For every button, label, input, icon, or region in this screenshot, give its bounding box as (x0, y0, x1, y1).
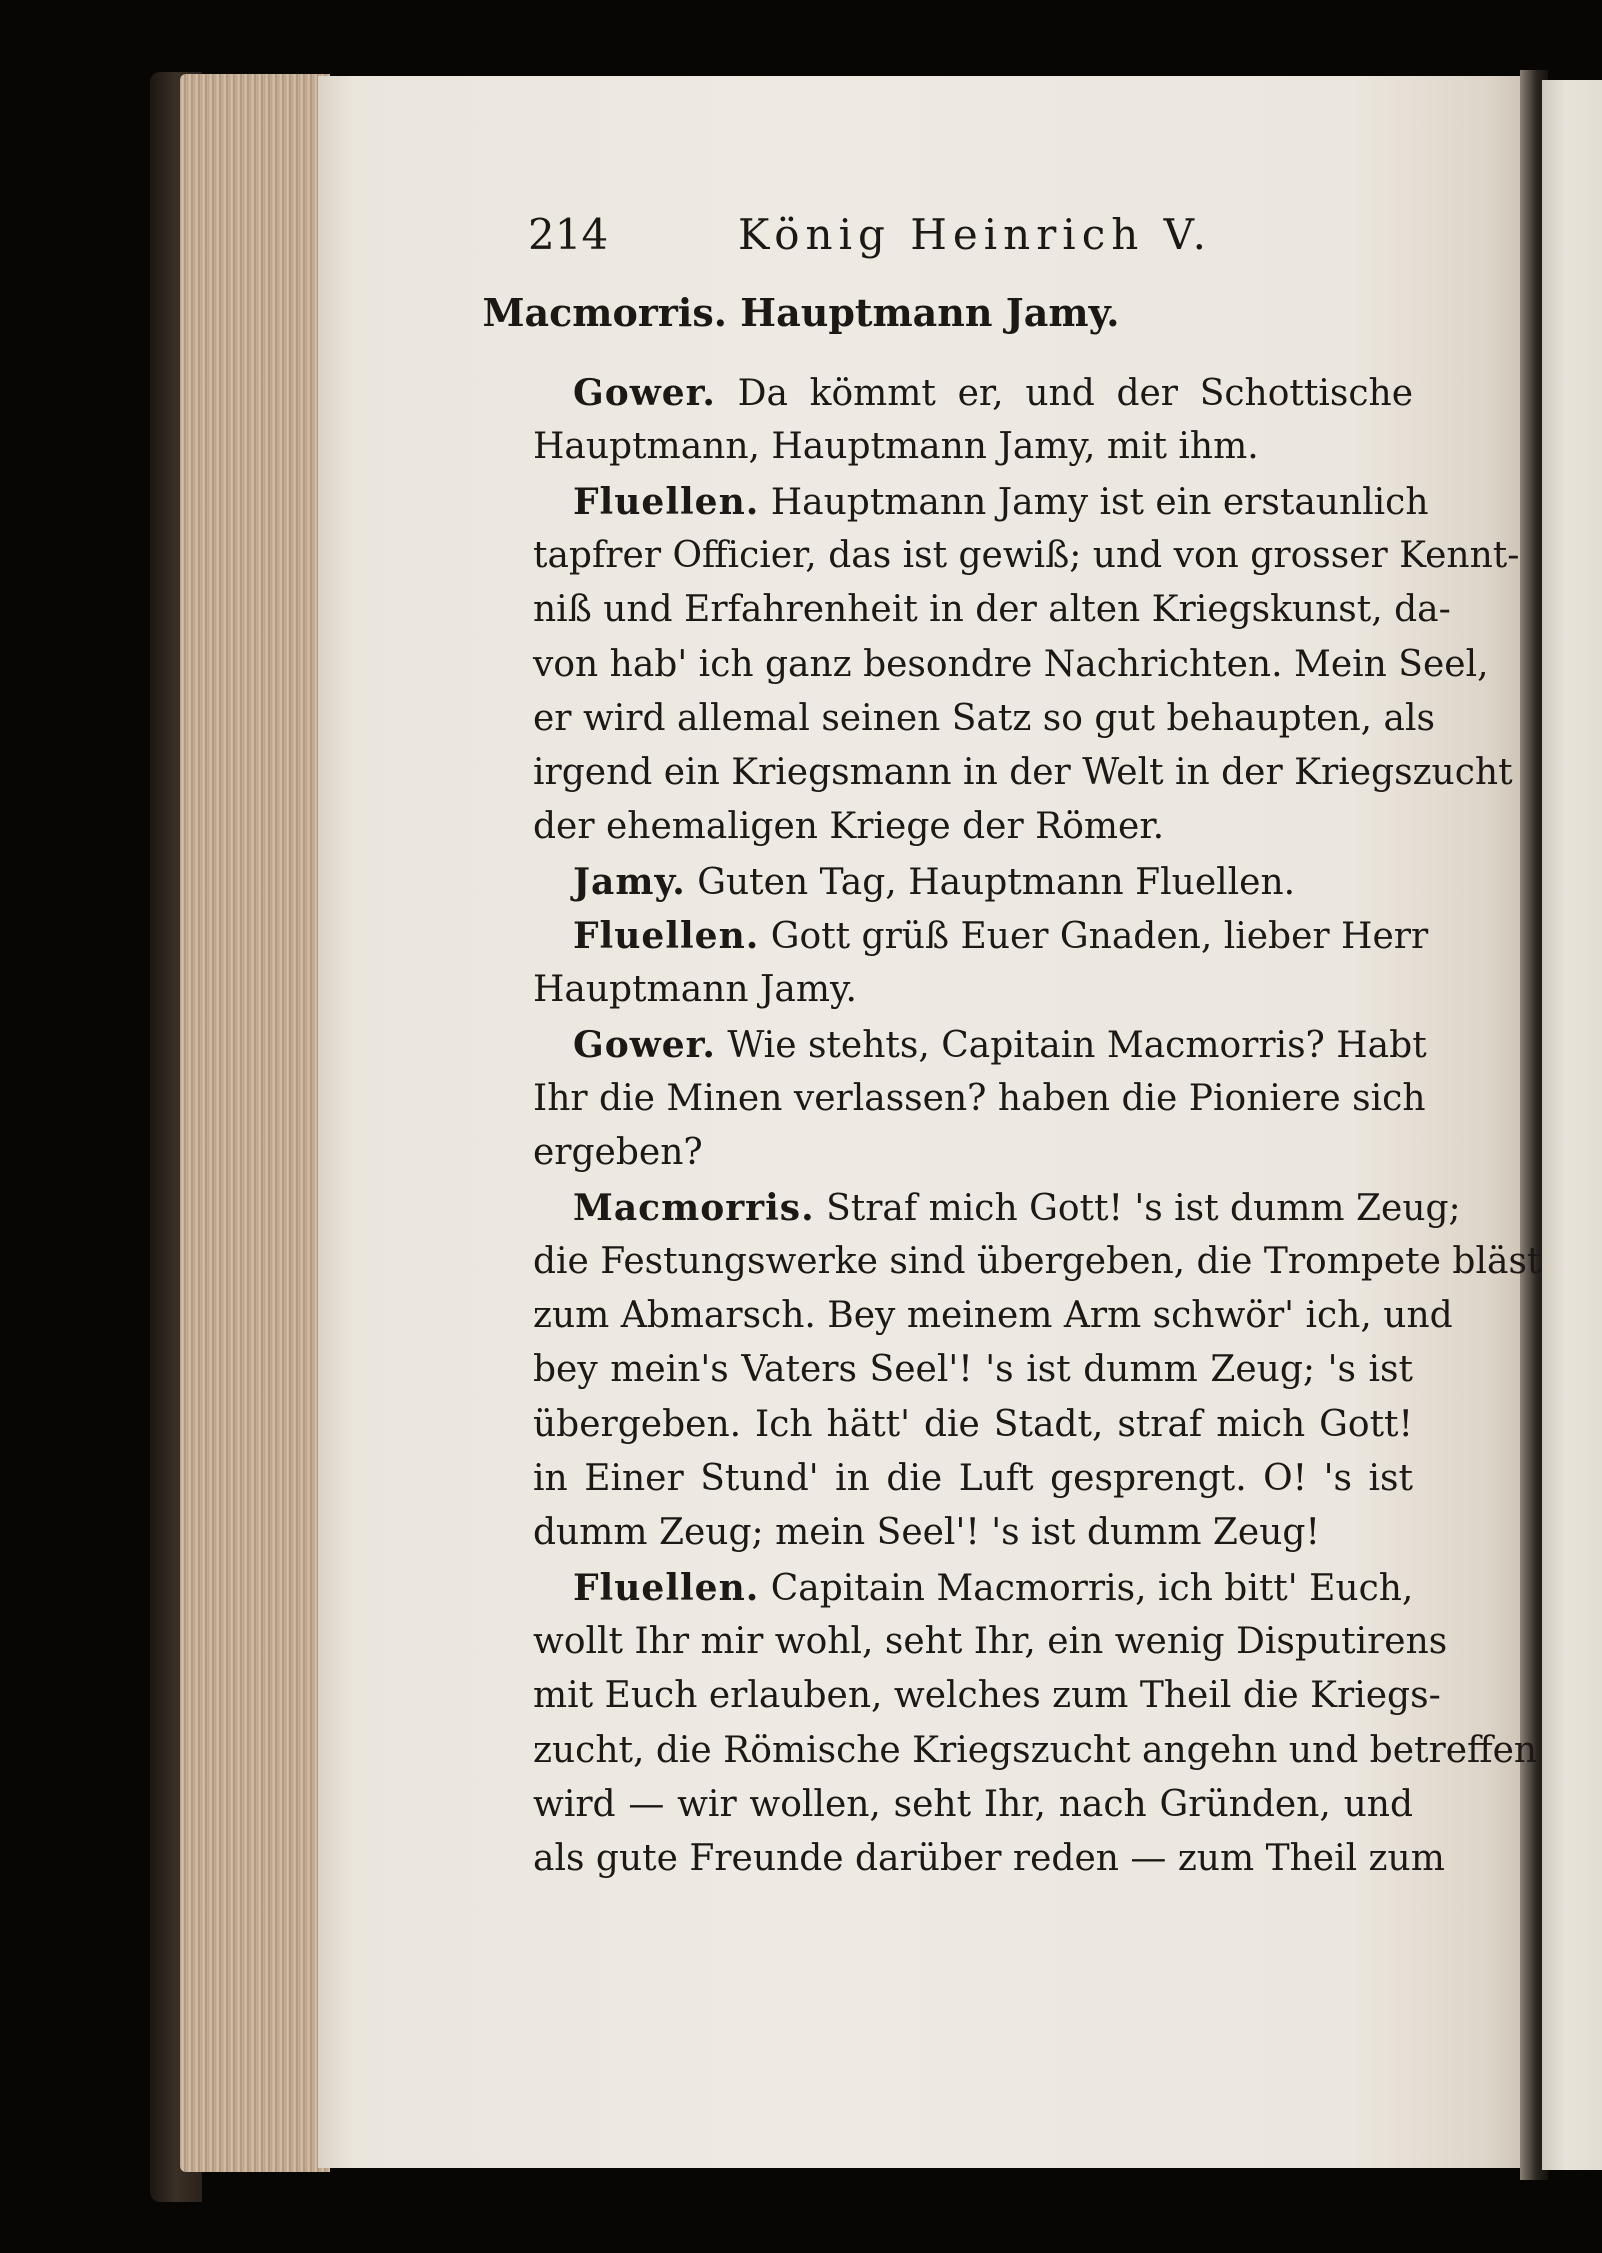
text-line (533, 799, 1413, 855)
text-line (533, 1668, 1441, 1724)
line-text: er wird allemal seinen Satz so gut behaupten, als (533, 697, 1436, 739)
line-text: der ehemaligen Kriege der Römer. (533, 806, 1165, 848)
speaker-name: Fluellen. (573, 480, 760, 523)
text-line (533, 962, 1413, 1018)
text-line (533, 1451, 1413, 1507)
line-text: niß und Erfahrenheit in der alten Kriegskunst, da- (533, 589, 1451, 631)
text-line (573, 365, 1413, 421)
text-line (533, 1614, 1448, 1670)
text-line (533, 1777, 1413, 1833)
line-text: ergeben? (533, 1132, 703, 1174)
line-text: übergeben. Ich hätt' die Stadt, straf mich Gott! (533, 1403, 1413, 1445)
text-line (533, 1723, 1538, 1779)
text-line (533, 1342, 1413, 1398)
line-text: irgend ein Kriegsmann in der Welt in der Kriegszucht (533, 752, 1513, 794)
line-text: wollt Ihr mir wohl, seht Ihr, ein wenig Disputirens (533, 1620, 1448, 1662)
text-line (533, 745, 1513, 801)
text-line (533, 691, 1436, 747)
text-line (533, 637, 1489, 693)
text-line (573, 1017, 1427, 1073)
line-text: zucht, die Römische Kriegszucht angehn und betreffen (533, 1729, 1538, 1771)
line-text: Hauptmann Jamy ist ein erstaunlich (770, 481, 1429, 523)
line-text: dumm Zeug; mein Seel'! 's ist dumm Zeug! (533, 1512, 1320, 1554)
text-line (573, 474, 1429, 530)
running-title: König Heinrich V. (738, 210, 1212, 259)
text-line (533, 582, 1451, 638)
speaker-name: Jamy. (573, 860, 686, 903)
speaker-name: Macmorris. (573, 1186, 815, 1229)
text-line (533, 1125, 1413, 1181)
line-text: wird — wir wollen, seht Ihr, nach Gründen, und (533, 1783, 1413, 1825)
text-line (573, 1560, 1413, 1616)
line-text: die Festungswerke sind übergeben, die Trompete bläst (533, 1240, 1542, 1282)
speaker-name: Gower. (573, 372, 716, 414)
line-text: zum Abmarsch. Bey meinem Arm schwör' ich, und (533, 1295, 1453, 1337)
text-line (533, 528, 1520, 584)
line-text: Da kömmt er, und der Schottische (737, 373, 1413, 414)
text-line (533, 419, 1413, 475)
line-text: Ihr die Minen verlassen? haben die Pioniere sich (533, 1077, 1426, 1119)
line-text: Gott grüß Euer Gnaden, lieber Herr (770, 916, 1429, 957)
line-text: Hauptmann, Hauptmann Jamy, mit ihm. (533, 426, 1259, 468)
page-edges (180, 74, 330, 2172)
line-text: in Einer Stund' in die Luft gesprengt. O! 's ist (533, 1458, 1413, 1499)
line-text: tapfrer Officier, das ist gewiß; und von grosser Kennt- (533, 534, 1520, 576)
facing-page-edge (1542, 80, 1602, 2170)
text-line (533, 1071, 1426, 1127)
line-text: Hauptmann Jamy. (533, 969, 857, 1011)
line-text: Wie stehts, Capitain Macmorris? Habt (727, 1024, 1427, 1066)
text-line (533, 1234, 1542, 1290)
line-text: von hab' ich ganz besondre Nachrichten. Mein Seel, (533, 643, 1489, 685)
text-line (573, 908, 1429, 964)
line-text: Capitain Macmorris, ich bitt' Euch, (770, 1567, 1414, 1609)
line-text: Straf mich Gott! 's ist dumm Zeug; (826, 1187, 1461, 1229)
page-number: 214 (528, 210, 609, 259)
line-text: bey mein's Vaters Seel'! 's ist dumm Zeug; 's ist (533, 1349, 1413, 1391)
text-line (533, 1397, 1413, 1453)
speaker-name: Fluellen. (573, 915, 760, 957)
text-line (573, 854, 1413, 910)
line-text: Guten Tag, Hauptmann Fluellen. (697, 861, 1296, 903)
text-line (573, 1180, 1461, 1236)
scene-heading: Macmorris. Hauptmann Jamy. (482, 290, 1120, 335)
speaker-name: Gower. (573, 1023, 716, 1066)
line-text: mit Euch erlauben, welches zum Theil die Kriegs- (533, 1675, 1441, 1717)
line-text: als gute Freunde darüber reden — zum Theil zum (533, 1838, 1445, 1880)
text-line (533, 1831, 1445, 1887)
speaker-name: Fluellen. (573, 1566, 760, 1609)
text-line (533, 1505, 1413, 1561)
text-line (533, 1288, 1453, 1344)
